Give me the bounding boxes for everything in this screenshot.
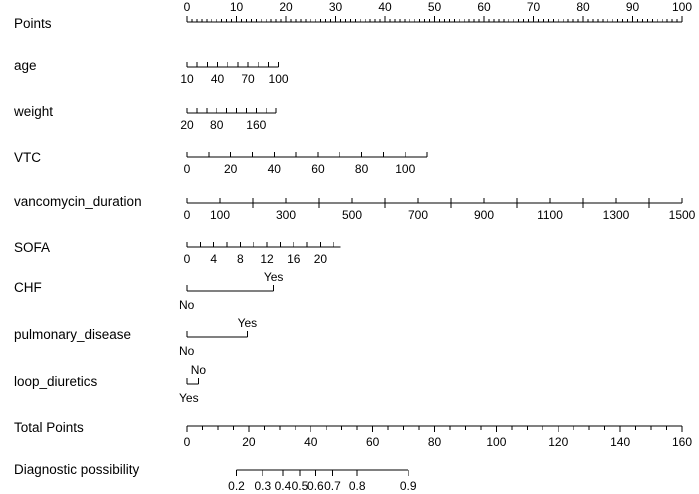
vancomycin-duration-tick-label: 0 — [183, 208, 191, 222]
row-label-total-points: Total Points — [14, 420, 84, 435]
points-tick-label: 100 — [671, 0, 693, 14]
sofa-tick-label: 0 — [183, 252, 191, 266]
outcome-tick-label: 0.6 — [307, 479, 324, 493]
points-tick-label: 30 — [328, 0, 343, 14]
vtc-tick-label: 20 — [223, 162, 238, 176]
age-tick-label: 40 — [210, 72, 225, 86]
sofa-tick-label: 20 — [313, 252, 328, 266]
sofa-tick-label: 8 — [237, 252, 244, 266]
row-label-diagnostic-possibility: Diagnostic possibility — [14, 462, 140, 477]
weight-tick-label: 160 — [246, 118, 267, 132]
vancomycin-duration-tick-label: 100 — [209, 208, 231, 222]
total-points-tick-label: 0 — [183, 435, 191, 449]
loop-diuretics-level-no: No — [190, 363, 207, 377]
total-points-tick-label: 120 — [548, 435, 569, 449]
points-tick-label: 70 — [526, 0, 541, 14]
outcome-tick-label: 0.5 — [291, 479, 309, 493]
points-tick-label: 50 — [427, 0, 442, 14]
points-tick-label: 0 — [183, 0, 191, 14]
weight-tick-label: 80 — [210, 118, 224, 132]
row-label-loop-diuretics: loop_diuretics — [14, 374, 98, 389]
age-tick-label: 70 — [241, 72, 255, 86]
vancomycin-duration-tick-label: 700 — [407, 208, 429, 222]
row-label-sofa: SOFA — [14, 240, 51, 255]
age-tick-label: 10 — [180, 72, 194, 86]
pulmonary-disease-level-yes: Yes — [237, 316, 258, 330]
row-label-age: age — [14, 58, 37, 73]
points-tick-label: 80 — [576, 0, 590, 14]
row-label-weight: weight — [14, 104, 54, 119]
row-label-vtc: VTC — [14, 150, 41, 165]
row-label-points: Points — [14, 16, 52, 31]
outcome-tick-label: 0.3 — [254, 479, 272, 493]
vancomycin-duration-tick-label: 1500 — [668, 208, 696, 222]
row-label-pulmonary-disease: pulmonary_disease — [14, 327, 132, 342]
vtc-tick-label: 80 — [354, 162, 369, 176]
total-points-tick-label: 60 — [365, 435, 380, 449]
chf-level-yes: Yes — [263, 270, 284, 284]
vancomycin-duration-tick-label: 1100 — [537, 208, 563, 222]
outcome-tick-label: 0.7 — [324, 479, 341, 493]
total-points-tick-label: 100 — [486, 435, 507, 449]
outcome-tick-label: 0.8 — [348, 479, 366, 493]
total-points-tick-label: 40 — [304, 435, 318, 449]
vtc-tick-label: 0 — [183, 162, 191, 176]
age-tick-label: 100 — [268, 72, 289, 86]
points-tick-label: 10 — [229, 0, 244, 14]
outcome-tick-label: 0.9 — [399, 479, 417, 493]
loop-diuretics-level-yes: Yes — [179, 391, 199, 405]
total-points-tick-label: 140 — [610, 435, 631, 449]
vancomycin-duration-tick-label: 300 — [275, 208, 297, 222]
chf-level-no: No — [179, 298, 195, 312]
sofa-tick-label: 12 — [260, 252, 274, 266]
total-points-tick-label: 160 — [671, 435, 693, 449]
total-points-tick-label: 20 — [242, 435, 256, 449]
vancomycin-duration-tick-label: 900 — [473, 208, 495, 222]
vtc-tick-label: 40 — [267, 162, 281, 176]
pulmonary-disease-level-no: No — [179, 344, 195, 358]
points-tick-label: 40 — [378, 0, 392, 14]
points-tick-label: 20 — [279, 0, 293, 14]
vtc-tick-label: 100 — [395, 162, 416, 176]
vancomycin-duration-tick-label: 500 — [341, 208, 363, 222]
sofa-tick-label: 16 — [287, 252, 301, 266]
total-points-tick-label: 80 — [427, 435, 442, 449]
points-tick-label: 90 — [625, 0, 640, 14]
weight-tick-label: 20 — [180, 118, 194, 132]
row-label-vancomycin-duration: vancomycin_duration — [14, 194, 142, 209]
vtc-tick-label: 60 — [311, 162, 325, 176]
outcome-tick-label: 0.2 — [228, 479, 245, 493]
outcome-tick-label: 0.4 — [274, 479, 292, 493]
vancomycin-duration-tick-label: 1300 — [602, 208, 630, 222]
points-tick-label: 60 — [477, 0, 491, 14]
row-label-chf: CHF — [14, 280, 42, 295]
sofa-tick-label: 4 — [210, 252, 218, 266]
